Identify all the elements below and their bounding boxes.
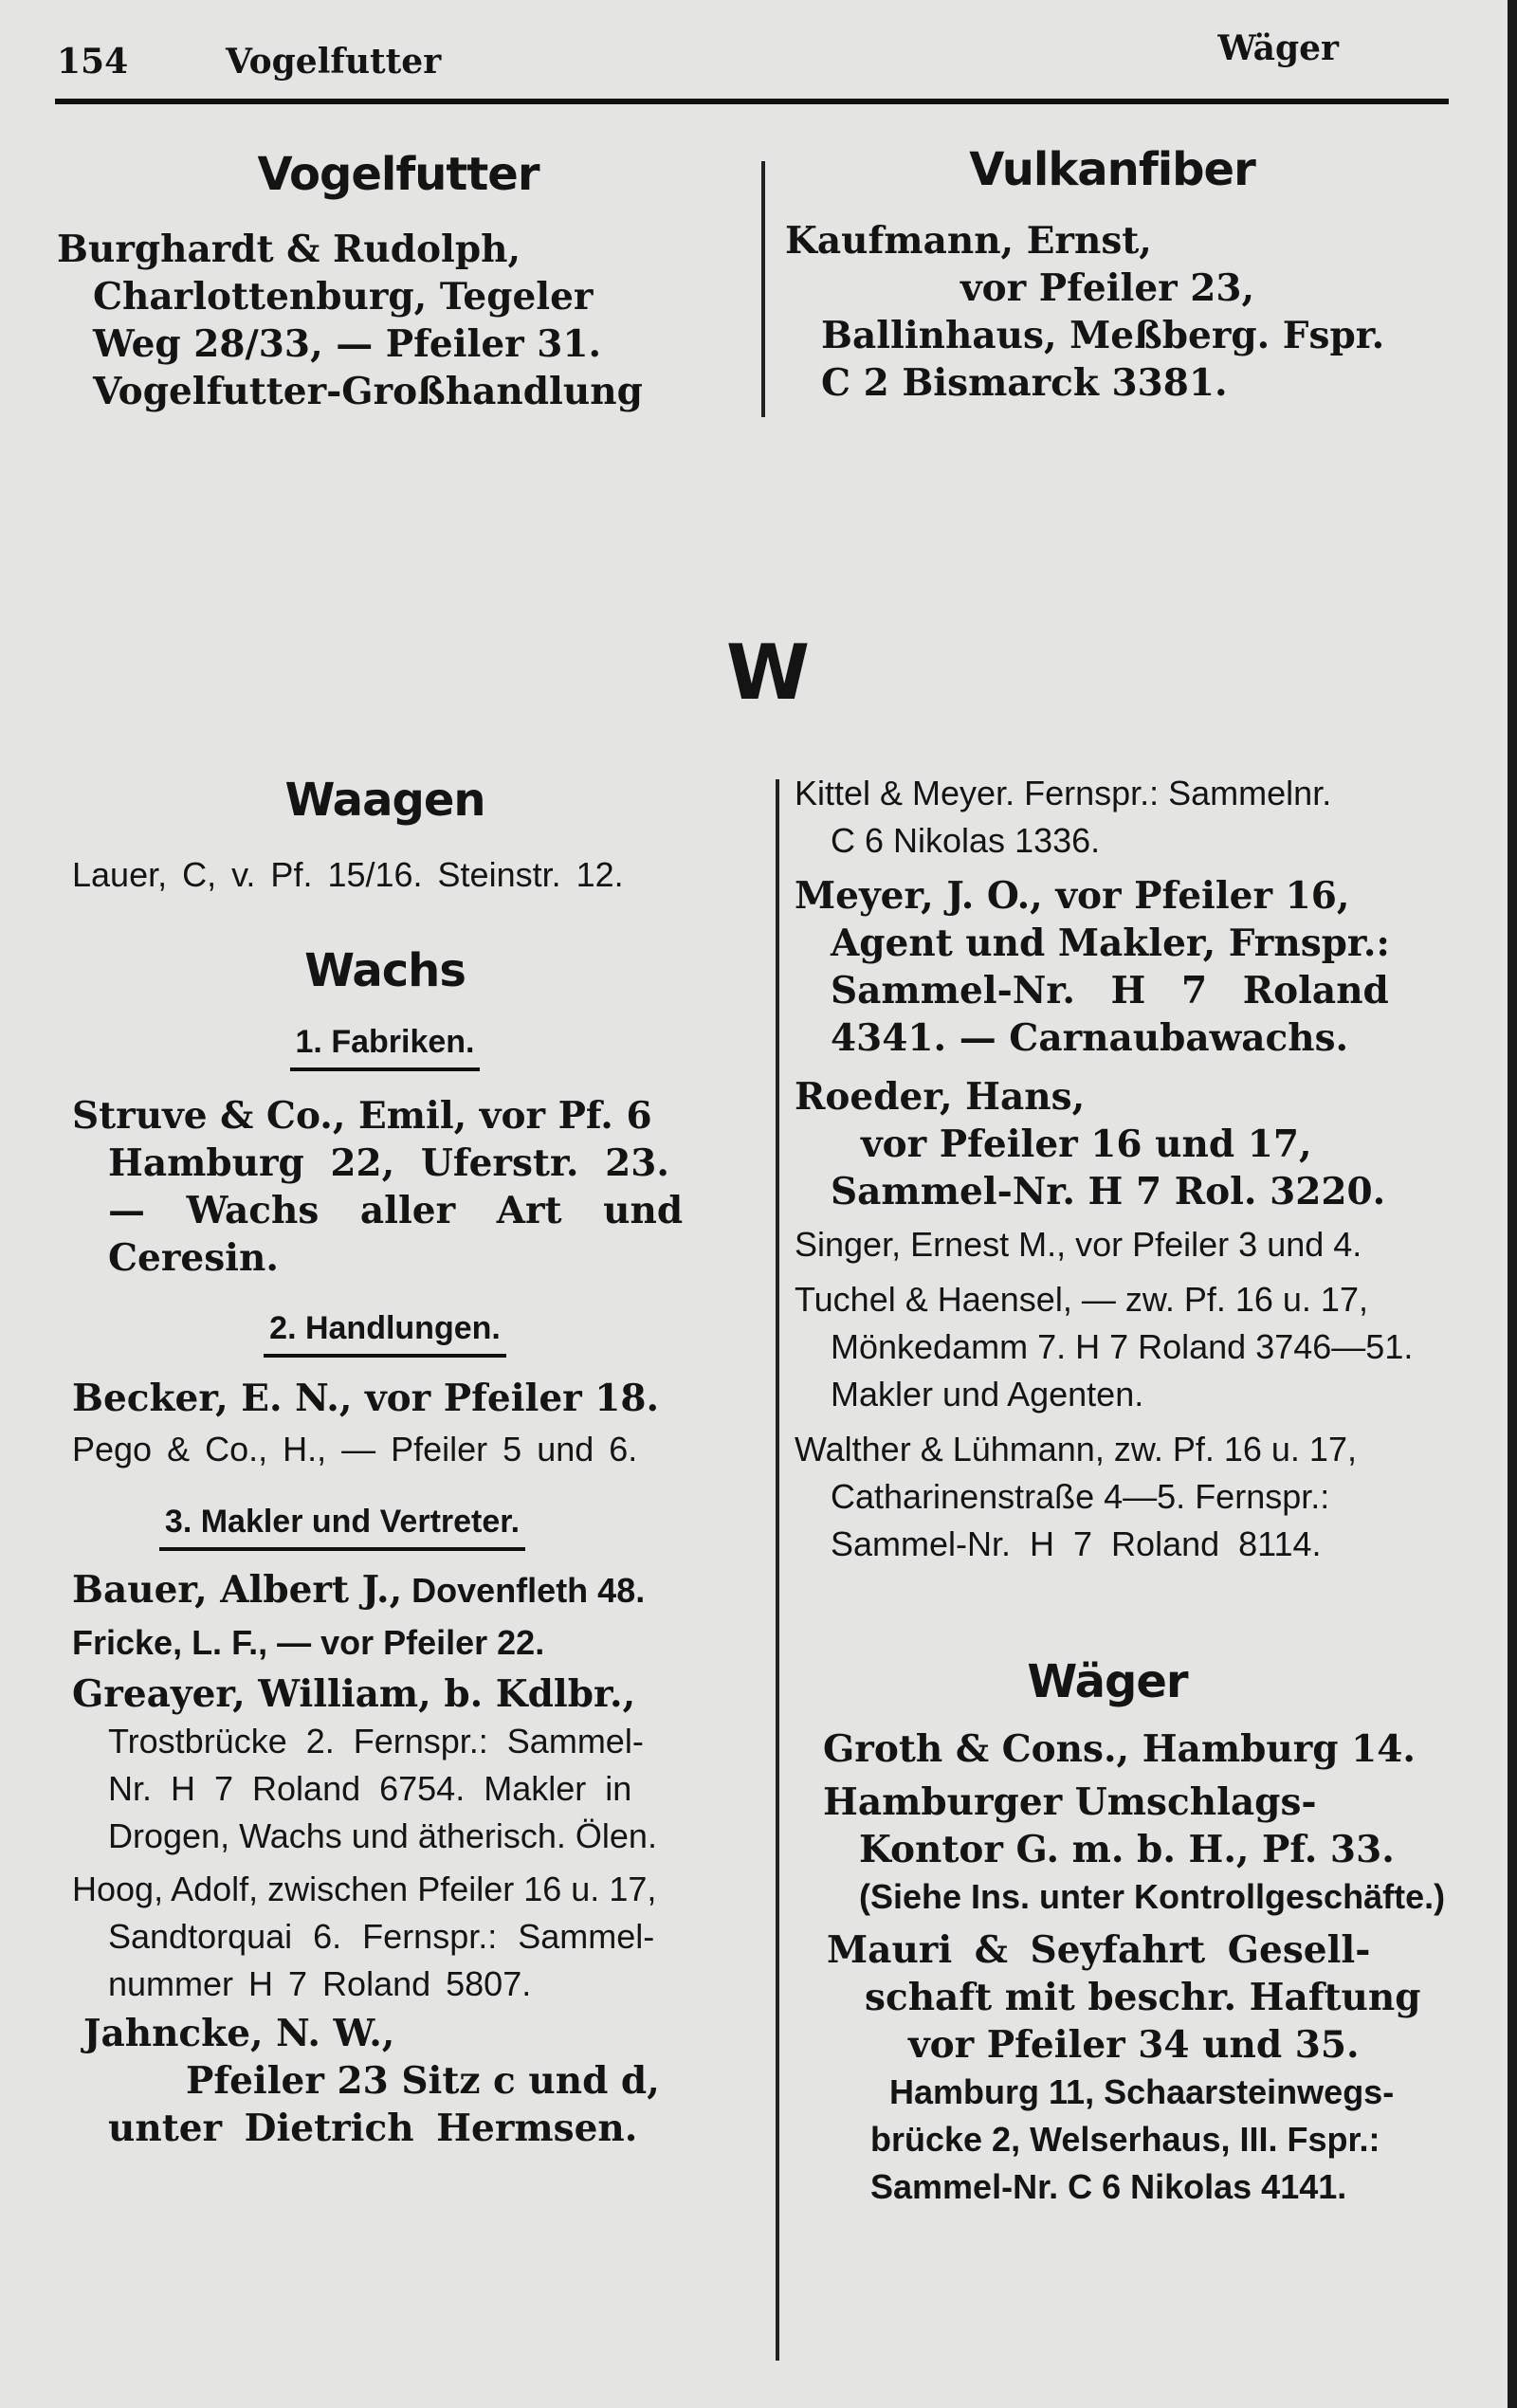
page-number: 154 — [57, 42, 129, 82]
entry-line: Meyer, J. O., vor Pfeiler 16, — [795, 874, 1350, 918]
entry-line: Hamburger Umschlags- — [823, 1780, 1317, 1824]
entry-line: Hamburg 11, Schaarsteinwegs- — [889, 2072, 1395, 2111]
entry-greayer — [72, 1670, 757, 1860]
subheading-handlungen — [72, 1312, 698, 1358]
entry-line: Nr. H 7 Roland 6754. Makler in — [108, 1769, 632, 1808]
subheading-label: 2. Handlungen. — [264, 1312, 506, 1358]
entry-burghardt — [57, 226, 740, 415]
entry-bauer — [72, 1566, 757, 1614]
entry-line: C 2 Bismarck 3381. — [821, 361, 1228, 405]
entry-line: Roeder, Hans, — [795, 1075, 1086, 1119]
running-header-right: Wäger — [1217, 28, 1339, 68]
entry-line: Greayer, William, b. Kdlbr., — [72, 1672, 636, 1716]
subheading-fabriken — [72, 1026, 698, 1071]
entry-line: Burghardt & Rudolph, — [57, 228, 521, 271]
entry-line: Weg 28/33, — Pfeiler 31. — [93, 322, 602, 366]
entry-line: Ceresin. — [108, 1236, 279, 1280]
right-column — [795, 770, 1487, 2211]
entry-line: vor Pfeiler 16 und 17, — [861, 1122, 1312, 1166]
entry-line: Mönkedamm 7. H 7 Roland 3746—51. — [831, 1327, 1414, 1366]
entry-line: Tuchel & Haensel, — zw. Pf. 16 u. 17, — [795, 1280, 1368, 1319]
entry-line: Mauri & Seyfahrt Gesell- — [827, 1928, 1371, 1972]
entry-mauri-address — [795, 2069, 1487, 2211]
entry-fricke — [72, 1618, 757, 1667]
entry-line: Hamburg 22, Uferstr. 23. — [108, 1141, 669, 1185]
entry-line: 4341. — Carnaubawachs. — [831, 1016, 1349, 1060]
entry-pego — [72, 1426, 757, 1473]
entry-line: schaft mit beschr. Haftung — [865, 1976, 1421, 2019]
entry-meyer — [795, 872, 1487, 1062]
letter-heading: W — [725, 629, 811, 717]
entry-line: Struve & Co., Emil, vor Pf. 6 — [72, 1094, 652, 1138]
subheading-label: 3. Makler und Vertreter. — [159, 1505, 525, 1551]
entry-line: Singer, Ernest M., vor Pfeiler 3 und 4. — [795, 1225, 1362, 1264]
subheading-makler — [72, 1505, 612, 1551]
entry-line: vor Pfeiler 23, — [960, 266, 1255, 310]
entry-line: — Wachs aller Art und — [108, 1189, 684, 1232]
entry-name: Fricke, L. F., — [72, 1623, 268, 1662]
left-column — [72, 774, 757, 2152]
section-vogelfutter — [57, 148, 740, 415]
entry-line: Sammel-Nr. H 7 Roland 8114. — [831, 1524, 1322, 1563]
entry-kaufmann — [785, 217, 1477, 407]
entry-jahncke — [72, 2010, 757, 2152]
entry-line: Groth & Cons., Hamburg 14. — [823, 1727, 1416, 1771]
page-edge — [1508, 0, 1517, 2408]
entry-name: Bauer, Albert J., — [72, 1568, 403, 1612]
entry-line: Ballinhaus, Meßberg. Fspr. — [821, 314, 1385, 357]
entry-groth — [795, 1725, 1487, 1773]
entry-line: Agent und Makler, Frnspr.: — [831, 921, 1390, 965]
entry-line: nummer H 7 Roland 5807. — [108, 1964, 532, 2003]
entry-address: — vor Pfeiler 22. — [267, 1623, 545, 1662]
entry-hoog — [72, 1866, 757, 2008]
section-heading: Vulkanfiber — [969, 143, 1255, 196]
entry-kittel — [795, 770, 1487, 865]
entry-line: Becker, E. N., vor Pfeiler 18. — [72, 1377, 660, 1420]
entry-line: Catharinenstraße 4—5. Fernspr.: — [831, 1477, 1330, 1516]
entry-line: Sandtorquai 6. Fernspr.: Sammel- — [108, 1917, 655, 1956]
entry-line: Trostbrücke 2. Fernspr.: Sammel- — [108, 1722, 644, 1760]
entry-walther — [795, 1426, 1487, 1568]
entry-line: Charlottenburg, Tegeler — [93, 275, 594, 319]
section-heading-waagen: Waagen — [284, 774, 485, 827]
entry-line: Kittel & Meyer. Fernspr.: Sammelnr. — [795, 774, 1332, 812]
entry-line: C 6 Nikolas 1336. — [831, 821, 1101, 860]
entry-address: Dovenfleth 48. — [402, 1571, 646, 1610]
entry-line: unter Dietrich Hermsen. — [108, 2107, 638, 2150]
entry-line: Sammel-Nr. C 6 Nikolas 4141. — [870, 2167, 1347, 2206]
entry-line: brücke 2, Welserhaus, III. Fspr.: — [870, 2120, 1380, 2159]
entry-line — [72, 1566, 757, 1614]
entry-mauri — [795, 1926, 1487, 2069]
entry-line: Walther & Lühmann, zw. Pf. 16 u. 17, — [795, 1430, 1357, 1469]
entry-line: Sammel-Nr. H 7 Rol. 3220. — [831, 1170, 1386, 1213]
section-heading: Vogelfutter — [257, 148, 539, 201]
entry-line: Kontor G. m. b. H., Pf. 33. — [859, 1828, 1395, 1871]
entry-line — [72, 1618, 757, 1667]
entry-line: Drogen, Wachs und ätherisch. Ölen. — [108, 1816, 657, 1855]
entry-line: Hoog, Adolf, zwischen Pfeiler 16 u. 17, — [72, 1870, 657, 1908]
entry-line: Jahncke, N. W., — [83, 2012, 395, 2055]
entry-hamburger-umschlags — [795, 1779, 1487, 1921]
entry-note: (Siehe Ins. unter Kontrollgeschäfte.) — [859, 1877, 1446, 1916]
entry-line: Pfeiler 23 Sitz c und d, — [186, 2059, 660, 2103]
entry-becker — [72, 1375, 757, 1422]
entry-line: Vogelfutter-Großhandlung — [93, 370, 643, 413]
entry-line: Lauer, C, v. Pf. 15/16. Steinstr. 12. — [72, 855, 624, 894]
entry-line: Sammel-Nr. H 7 Roland — [831, 969, 1389, 1012]
entry-roeder — [795, 1073, 1487, 1215]
running-header-left: Vogelfutter — [226, 42, 442, 82]
section-heading-waeger: Wäger — [1027, 1655, 1188, 1708]
section-heading-wachs: Wachs — [304, 944, 466, 997]
header-rule — [55, 99, 1449, 104]
entry-line: Makler und Agenten. — [831, 1375, 1144, 1414]
column-divider-bottom — [776, 779, 779, 2361]
entry-singer — [795, 1221, 1487, 1268]
subheading-label: 1. Fabriken. — [290, 1026, 481, 1071]
column-divider-top — [761, 161, 765, 417]
entry-tuchel — [795, 1276, 1487, 1418]
section-vulkanfiber — [785, 143, 1477, 407]
entry-struve — [72, 1092, 757, 1282]
entry-line: vor Pfeiler 34 und 35. — [908, 2023, 1360, 2067]
entry-line: Pego & Co., H., — Pfeiler 5 und 6. — [72, 1430, 638, 1469]
entry-line: Kaufmann, Ernst, — [785, 219, 1152, 263]
entry-lauer — [72, 851, 757, 899]
